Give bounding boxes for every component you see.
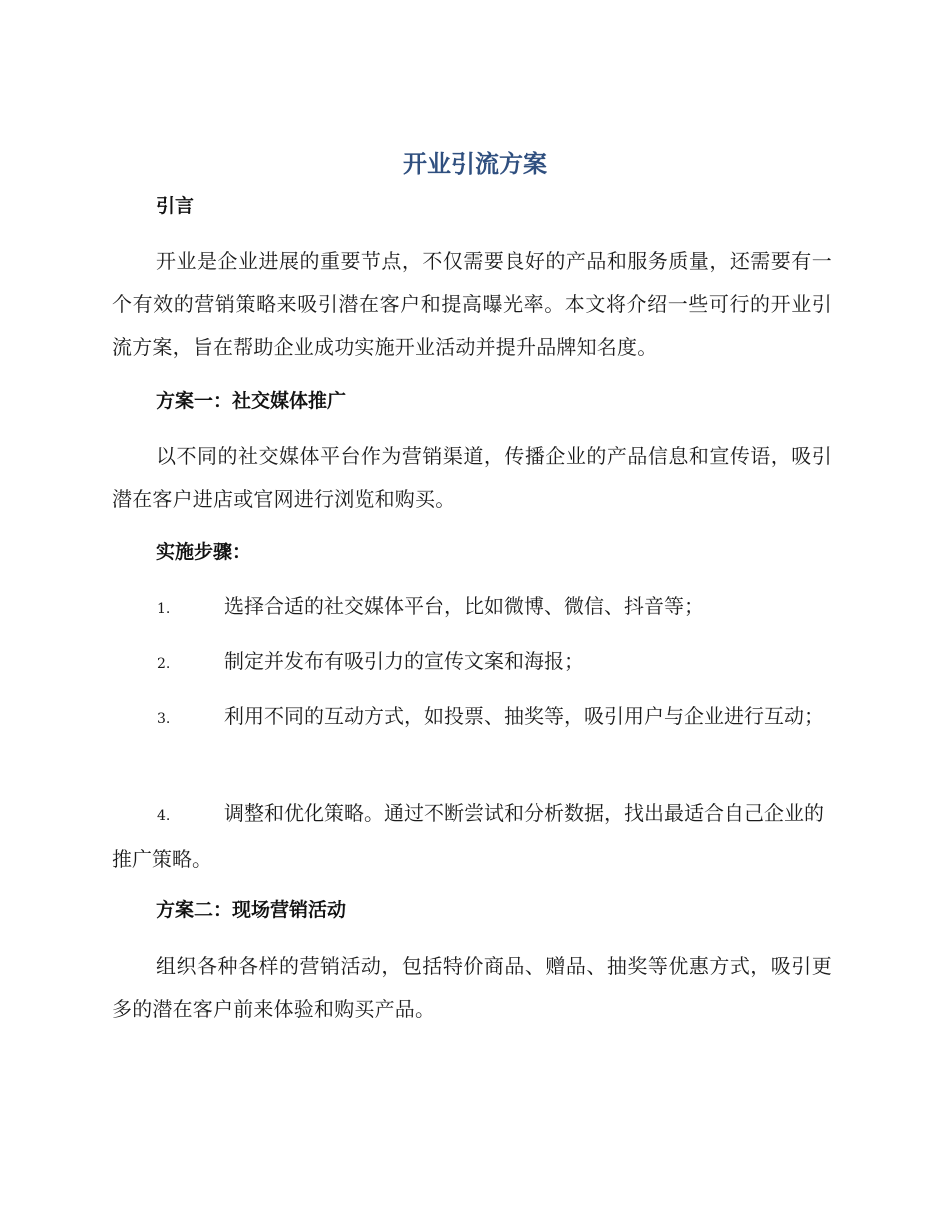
intro-paragraph: 开业是企业进展的重要节点，不仅需要良好的产品和服务质量，还需要有一个有效的营销策略来吸引潜在客户和提高曝光率。本文将介绍一些可行的开业引流方案，旨在帮助企业成功实施开业活动并提升品牌知名度。 xyxy=(112,249,832,359)
list-item-text: 选择合适的社交媒体平台，比如微博、微信、抖音等； xyxy=(224,594,704,618)
list-item xyxy=(112,585,832,631)
list-item-text: 制定并发布有吸引力的宣传文案和海报； xyxy=(224,649,584,673)
list-item xyxy=(112,792,832,881)
plan2-paragraph: 组织各种各样的营销活动，包括特价商品、赠品、抽奖等优惠方式，吸引更多的潜在客户前来体验和购买产品。 xyxy=(112,954,832,1021)
list-item-text: 调整和优化策略。通过不断尝试和分析数据，找出最适合自己企业的推广策略。 xyxy=(112,801,824,871)
list-item-number: 2. xyxy=(157,656,171,672)
steps-heading: 实施步骤： xyxy=(156,541,252,563)
list-item xyxy=(112,695,832,741)
section-heading-plan1: 方案一：社交媒体推广 xyxy=(156,390,347,412)
list-item-number: 4. xyxy=(157,808,171,824)
list-item-text: 利用不同的互动方式，如投票、抽奖等，吸引用户与企业进行互动； xyxy=(224,704,824,728)
list-item-number: 1. xyxy=(157,601,171,617)
document-title: 开业引流方案 xyxy=(403,150,547,178)
section-heading-intro: 引言 xyxy=(156,195,195,217)
section-heading-plan2: 方案二：现场营销活动 xyxy=(156,899,347,921)
list-item-number: 3. xyxy=(157,711,171,727)
plan1-paragraph: 以不同的社交媒体平台作为营销渠道，传播企业的产品信息和宣传语，吸引潜在客户进店或官网进行浏览和购买。 xyxy=(112,444,832,511)
list-item xyxy=(112,640,832,686)
